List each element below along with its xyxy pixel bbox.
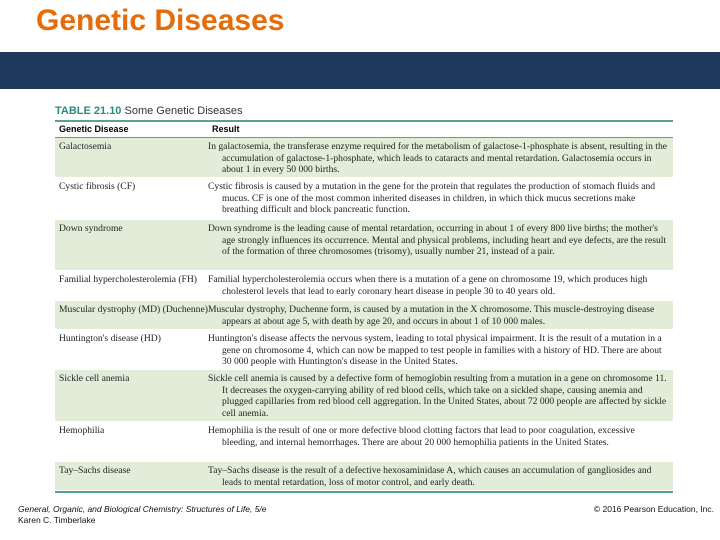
disease-name: Cystic fibrosis (CF): [59, 181, 136, 192]
table-row: [55, 330, 673, 370]
header-disease: Genetic Disease: [59, 124, 129, 134]
slide-title: Genetic Diseases: [36, 4, 285, 37]
disease-result: Cystic fibrosis is caused by a mutation in the gene for the protein that regulates the production of stomach fluids and mucus. CF is one of the most common inherited diseases in children, in which thick mucus secretions make breathing difficult and block pancreatic function.: [208, 181, 656, 216]
copyright: © 2016 Pearson Education, Inc.: [593, 504, 714, 514]
disease-result: Sickle cell anemia is caused by a defective form of hemoglobin resulting from a mutation in a gene on chromosome 11. It decreases the oxygen-carrying ability of red blood cells, which take on a sickled shape, causing anemia and plugged capillaries from red blood cell aggregation. In the United States, about 72 000 people are affected by sickle cell anemia.: [208, 373, 667, 419]
disease-result: Tay–Sachs disease is the result of a defective hexosaminidase A, which causes an accumulation of gangliosides and leads to mental retardation, loss of motor control, and early death.: [208, 465, 652, 488]
table-row: [55, 220, 673, 271]
disease-name: Familial hypercholesterolemia (FH): [59, 274, 198, 285]
table-bottom-rule: [55, 491, 673, 493]
table-caption: [55, 104, 673, 120]
disease-name: Sickle cell anemia: [59, 373, 130, 384]
table-row: [55, 271, 673, 301]
disease-name: Tay–Sachs disease: [59, 465, 131, 476]
disease-result: Muscular dystrophy, Duchenne form, is caused by a mutation in the X chromosome. This muscle-destroying disease appears at about age 5, with death by age 20, and occurs in about 1 of 10 000 males.: [208, 304, 655, 327]
footer-author: Karen C. Timberlake: [18, 515, 96, 525]
disease-name: Down syndrome: [59, 223, 123, 234]
table-row: [55, 370, 673, 422]
footer-citation: [18, 504, 267, 526]
table-header: [55, 120, 673, 138]
genetic-diseases-table: [55, 104, 673, 493]
table-row: [55, 178, 673, 220]
disease-result: In galactosemia, the transferase enzyme required for the metabolism of galactose-1-phosphate is absent, resulting in the accumulation of galactose-1-phosphate, which leads to cataracts and mental retardation. Galactosemia occurs in about 1 in every 50 000 births.: [208, 141, 668, 176]
table-row: [55, 301, 673, 330]
disease-name: Galactosemia: [59, 141, 112, 152]
table-label: TABLE 21.10: [55, 105, 122, 117]
header-result: Result: [212, 124, 240, 134]
table-row: [55, 422, 673, 462]
table-row: [55, 462, 673, 491]
disease-result: Familial hypercholesterolemia occurs when there is a mutation of a gene on chromosome 19, which produces high cholesterol levels that lead to early coronary heart disease in people 30 to 40 years old.: [208, 274, 648, 297]
table-caption-text: Some Genetic Diseases: [124, 105, 243, 117]
disease-name: Muscular dystrophy (MD) (Duchenne): [59, 304, 208, 315]
disease-result: Huntington's disease affects the nervous system, leading to total physical impairment. It is the result of a mutation in a gene on chromosome 4, which can now be mapped to test people in families with a history of HD. There are about 30 000 people with Huntington's disease in the United States.: [208, 333, 662, 368]
disease-name: Huntington's disease (HD): [59, 333, 161, 344]
header-bar: [0, 52, 720, 89]
disease-result: Down syndrome is the leading cause of mental retardation, occurring in about 1 of every 800 live births; the mother's age strongly influences its occurrence. Mental and physical problems, including heart and eye defects, are the result of the formation of three chromosomes (trisomy), usually number 21, instead of a pair.: [208, 223, 667, 258]
table-row: [55, 138, 673, 178]
disease-result: Hemophilia is the result of one or more defective blood clotting factors that lead to poor coagulation, excessive bleeding, and internal hemorrhages. There are about 20 000 hemophilia patients in the United States.: [208, 425, 635, 448]
disease-name: Hemophilia: [59, 425, 105, 436]
footer-book: General, Organic, and Biological Chemistry: Structures of Life, 5/e: [18, 504, 267, 514]
